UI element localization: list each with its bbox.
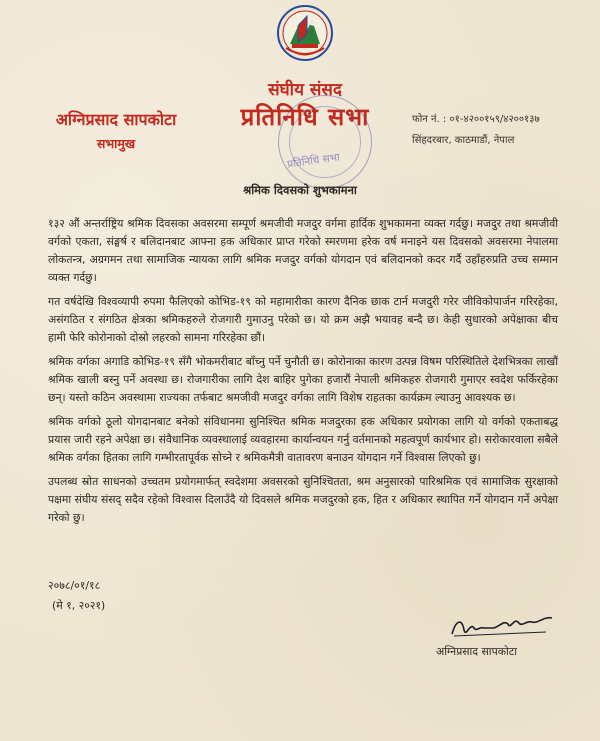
document-title: श्रमिक दिवसको शुभकामना [243, 183, 357, 197]
office-stamp [278, 95, 372, 189]
paragraph: श्रमिक वर्गको ठूलो योगदानबाट बनेको संविधानमा सुनिश्चित श्रमिक मजदुरका हक अधिकार प्रयोगका लागि यो वर्गको एकताबद्ध प्रयास जारी रहने अपेक्षा छ। संवैधानिक व्यवस्थालाई व्यवहारमा कार्यान्वयन गर्नु वर्तमानको महत्वपूर्ण कार्यभार हो। सरोकारवाला सबैले श्रमिक वर्गका हितका लागि गम्भीरतापूर्वक सोच्ने र श्रमिकमैत्री वातावरण बनाउन योगदान गर्ने विश्वास लिएको छु। [48, 415, 558, 464]
paragraph: गत वर्षदेखि विश्वव्यापी रुपमा फैलिएको कोभिड-१९ को महामारीका कारण दैनिक छाक टार्न मजदुरी गरेर जीविकोपार्जन गरिरहेका, असंगठित र संगठित क्षेत्रका श्रमिकहरुले रोजगारी गुमाउनु परेको छ। यो क्रम अझै भयावह बन्दै छ। केही सुधारको अपेक्षाका बीच हामी फेरि कोरोनाको दोस्रो लहरको सामना गरिरहेका छौं। [48, 295, 558, 344]
date-ad: (मे १, २०२१) [52, 599, 106, 612]
contact-block [412, 112, 590, 148]
speaker-name: अग्निप्रसाद सापकोटा [55, 110, 177, 129]
signer-name: अग्निप्रसाद सापकोटा [436, 645, 518, 658]
speaker-block [36, 110, 196, 152]
letter-body [48, 215, 558, 533]
address: सिंहदरबार, काठमाडौं, नेपाल [412, 135, 515, 146]
paragraph: १३२ औं अन्तर्राष्ट्रिय श्रमिक दिवसका अवसरमा सम्पूर्ण श्रमजीवी मजदुर वर्गमा हार्दिक शुभकामना व्यक्त गर्दछु। मजदुर तथा श्रमजीवी वर्गको एकता, संङ्घर्ष र बलिदानबाट आफ्ना हक अधिकार प्राप्त गरेको स्मरणमा हरेक वर्ष मनाइने यस दिवसको अवसरमा नेपालमा लोकतन्त्र, अग्रगमन तथा सामाजिक न्यायका लागि श्रमिक मजदुर वर्गको योगदान एवं बलिदानको कदर गर्दै उहाँहरुप्रति उच्च सम्मान व्यक्त गर्दछु। [48, 217, 558, 284]
paragraph: उपलब्ध स्रोत साधनको उच्चतम प्रयोगमार्फत् स्वदेशमा अवसरको सुनिश्चितता, श्रम अनुसारको पारिश्रमिक एवं सामाजिक सुरक्षाको पक्षमा संघीय संसद् सदैव रहेको विश्वास दिलाउँदै यो दिवसले श्रमिक मजदुरको हक, हित र अधिकार स्थापित गर्ने योगदान गर्ने अपेक्षा गरेको छु। [48, 475, 558, 524]
stamp-text: प्रतिनिधि सभा [286, 151, 341, 171]
paragraph: श्रमिक वर्गका अगाडि कोभिड-१९ सँगै भोकमरीबाट बाँच्नु पर्ने चुनौती छ। कोरोनाका कारण उत्पन्न विषम परिस्थितिले देशभित्रका लाखौं श्रमिक खाली बस्नु पर्ने अवस्था छ। रोजगारीका लागि देश बाहिर पुगेका हजारौं नेपाली श्रमिकहरु रोजगारी गुमाएर स्वदेश फर्किरहेका छन्। यस्तो कठिन अवस्थामा राज्यका तर्फबाट श्रमजीवी मजदुर वर्गका लागि विशेष राहतका कार्यक्रम ल्याउनु आवश्यक छ। [48, 355, 558, 404]
org-line-1: संघीय संसद [268, 80, 342, 100]
parliament-emblem-icon [276, 4, 334, 62]
signature-image [448, 610, 558, 644]
date-bs: २०७८/०१/१८ [48, 579, 101, 592]
speaker-title: सभामुख [96, 136, 136, 151]
org-line-2: प्रतिनिधि सभा [240, 103, 370, 131]
phone-number: फोन नं. : ०१-४२००१५९/४२००१३७ [412, 114, 540, 125]
